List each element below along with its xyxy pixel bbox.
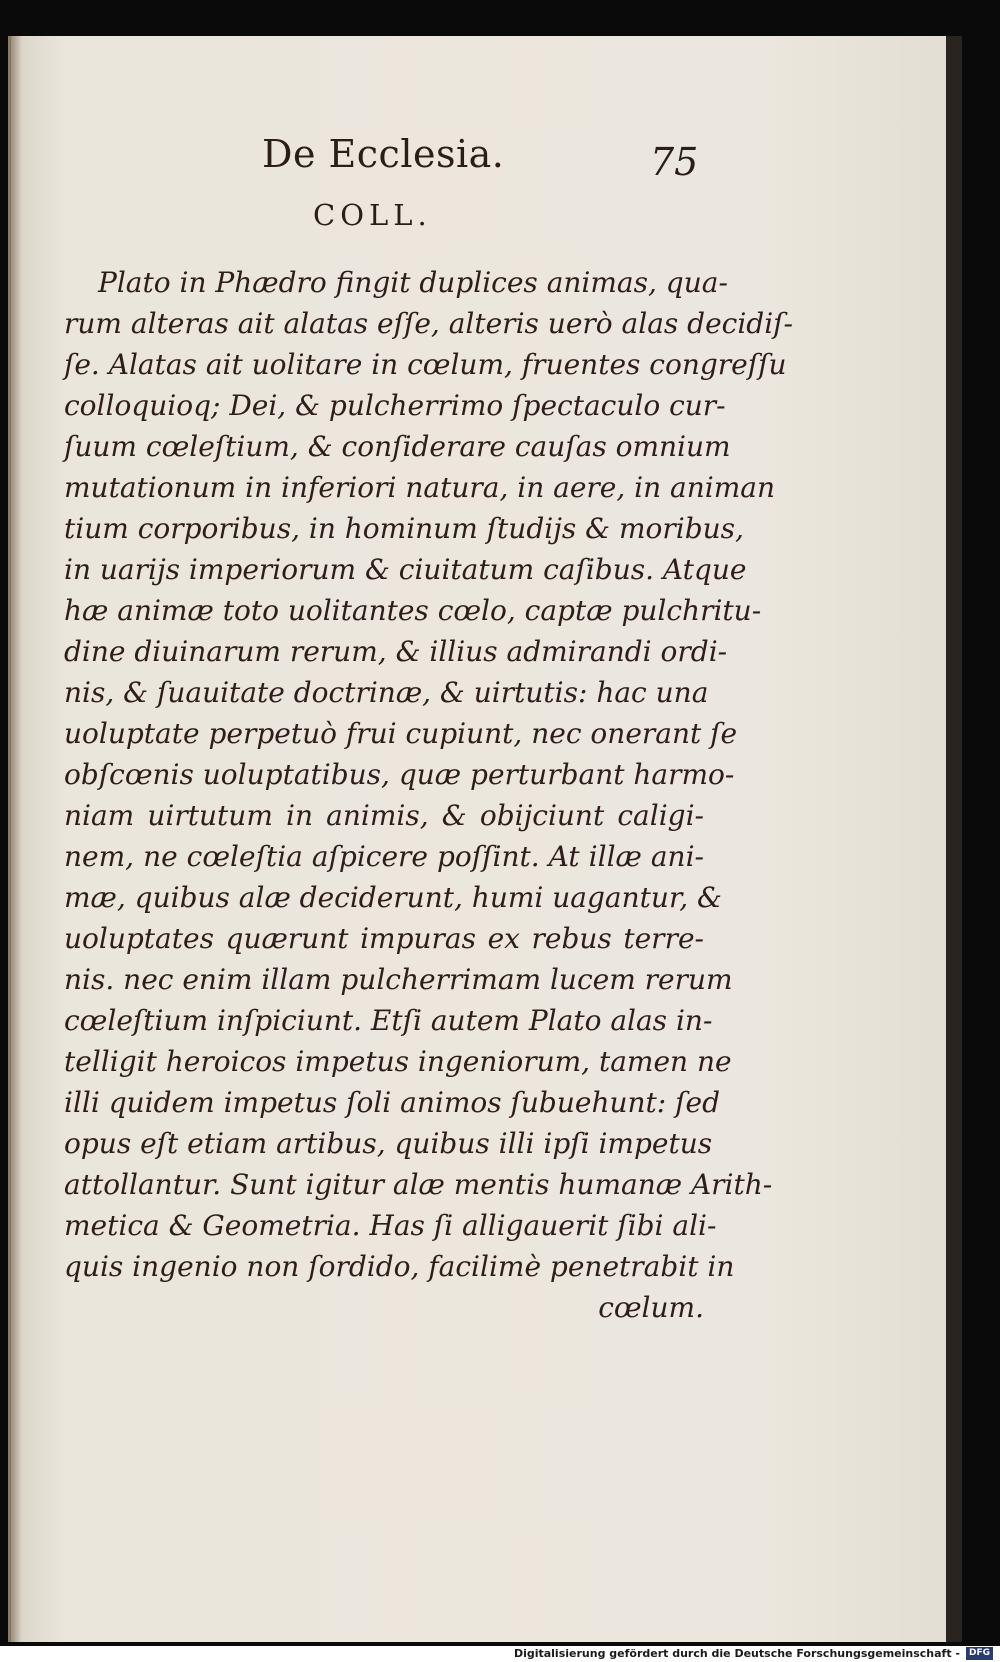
running-head: De Ecclesia.	[262, 132, 505, 176]
text-line: ſuum cœleſtium, & conſiderare cauſas omnium	[64, 430, 731, 463]
text-line: in uarijs imperiorum & ciuitatum caſibus. Atque	[64, 553, 747, 586]
text-line: nis, & ſuauitate doctrinæ, & uirtutis: hac una	[64, 676, 709, 709]
text-line: telligit heroicos impetus ingeniorum, tamen ne	[64, 1045, 732, 1078]
text-line: colloquioq; Dei, & pulcherrimo ſpectaculo cur-	[64, 389, 726, 422]
text-line: niam uirtutum in animis, & obijciunt caligi-	[64, 799, 704, 832]
text-line: cœleſtium inſpiciunt. Etſi autem Plato alas in-	[64, 1004, 713, 1037]
body-text	[64, 262, 793, 1328]
text-line: ſe. Alatas ait uolitare in cœlum, fruentes congreſſu	[64, 348, 787, 381]
dfg-logo: DFG	[966, 1647, 993, 1660]
text-line: Plato in Phædro fingit duplices animas, qua-	[98, 266, 728, 299]
spine-shadow	[8, 36, 22, 1642]
page-number: 75	[650, 140, 699, 184]
text-line: metica & Geometria. Has ſi alligauerit ſibi ali-	[64, 1209, 717, 1242]
text-line: rum alteras ait alatas eſſe, alteris uerò alas decidiſ-	[64, 307, 793, 340]
text-line: illi quidem impetus ſoli animos ſubuehunt: ſed	[64, 1086, 720, 1119]
text-line: dine diuinarum rerum, & illius admirandi ordi-	[64, 635, 728, 668]
text-line: mutationum in inferiori natura, in aere, in animan	[64, 471, 776, 504]
text-line: nem, ne cœleſtia aſpicere poſſint. At illæ ani-	[64, 840, 704, 873]
text-line: uoluptates quærunt impuras ex rebus terre-	[64, 922, 704, 955]
page-right-edge	[946, 36, 962, 1642]
text-line: attollantur. Sunt igitur alæ mentis humanæ Arith-	[64, 1168, 773, 1201]
text-line: opus eſt etiam artibus, quibus illi ipſi impetus	[64, 1127, 713, 1160]
text-line: hæ animæ toto uolitantes cœlo, captæ pulchritu-	[64, 594, 762, 627]
text-line: quis ingenio non ſordido, facilimè penetrabit in	[64, 1250, 735, 1283]
text-line: mæ, quibus alæ deciderunt, humi uagantur, &	[64, 881, 722, 914]
text-line: cœlum.	[598, 1291, 704, 1324]
footer-credit: Digitalisierung gefördert durch die Deutsche Forschungsgemeinschaft -	[513, 1647, 960, 1660]
text-line: nis. nec enim illam pulcherrimam lucem rerum	[64, 963, 733, 996]
text-line: tium corporibus, in hominum ſtudijs & moribus,	[64, 512, 744, 545]
text-line: uoluptate perpetuò frui cupiunt, nec onerant ſe	[64, 717, 738, 750]
section-heading: COLL.	[313, 198, 432, 232]
text-line: obſcœnis uoluptatibus, quæ perturbant harmo-	[64, 758, 735, 791]
